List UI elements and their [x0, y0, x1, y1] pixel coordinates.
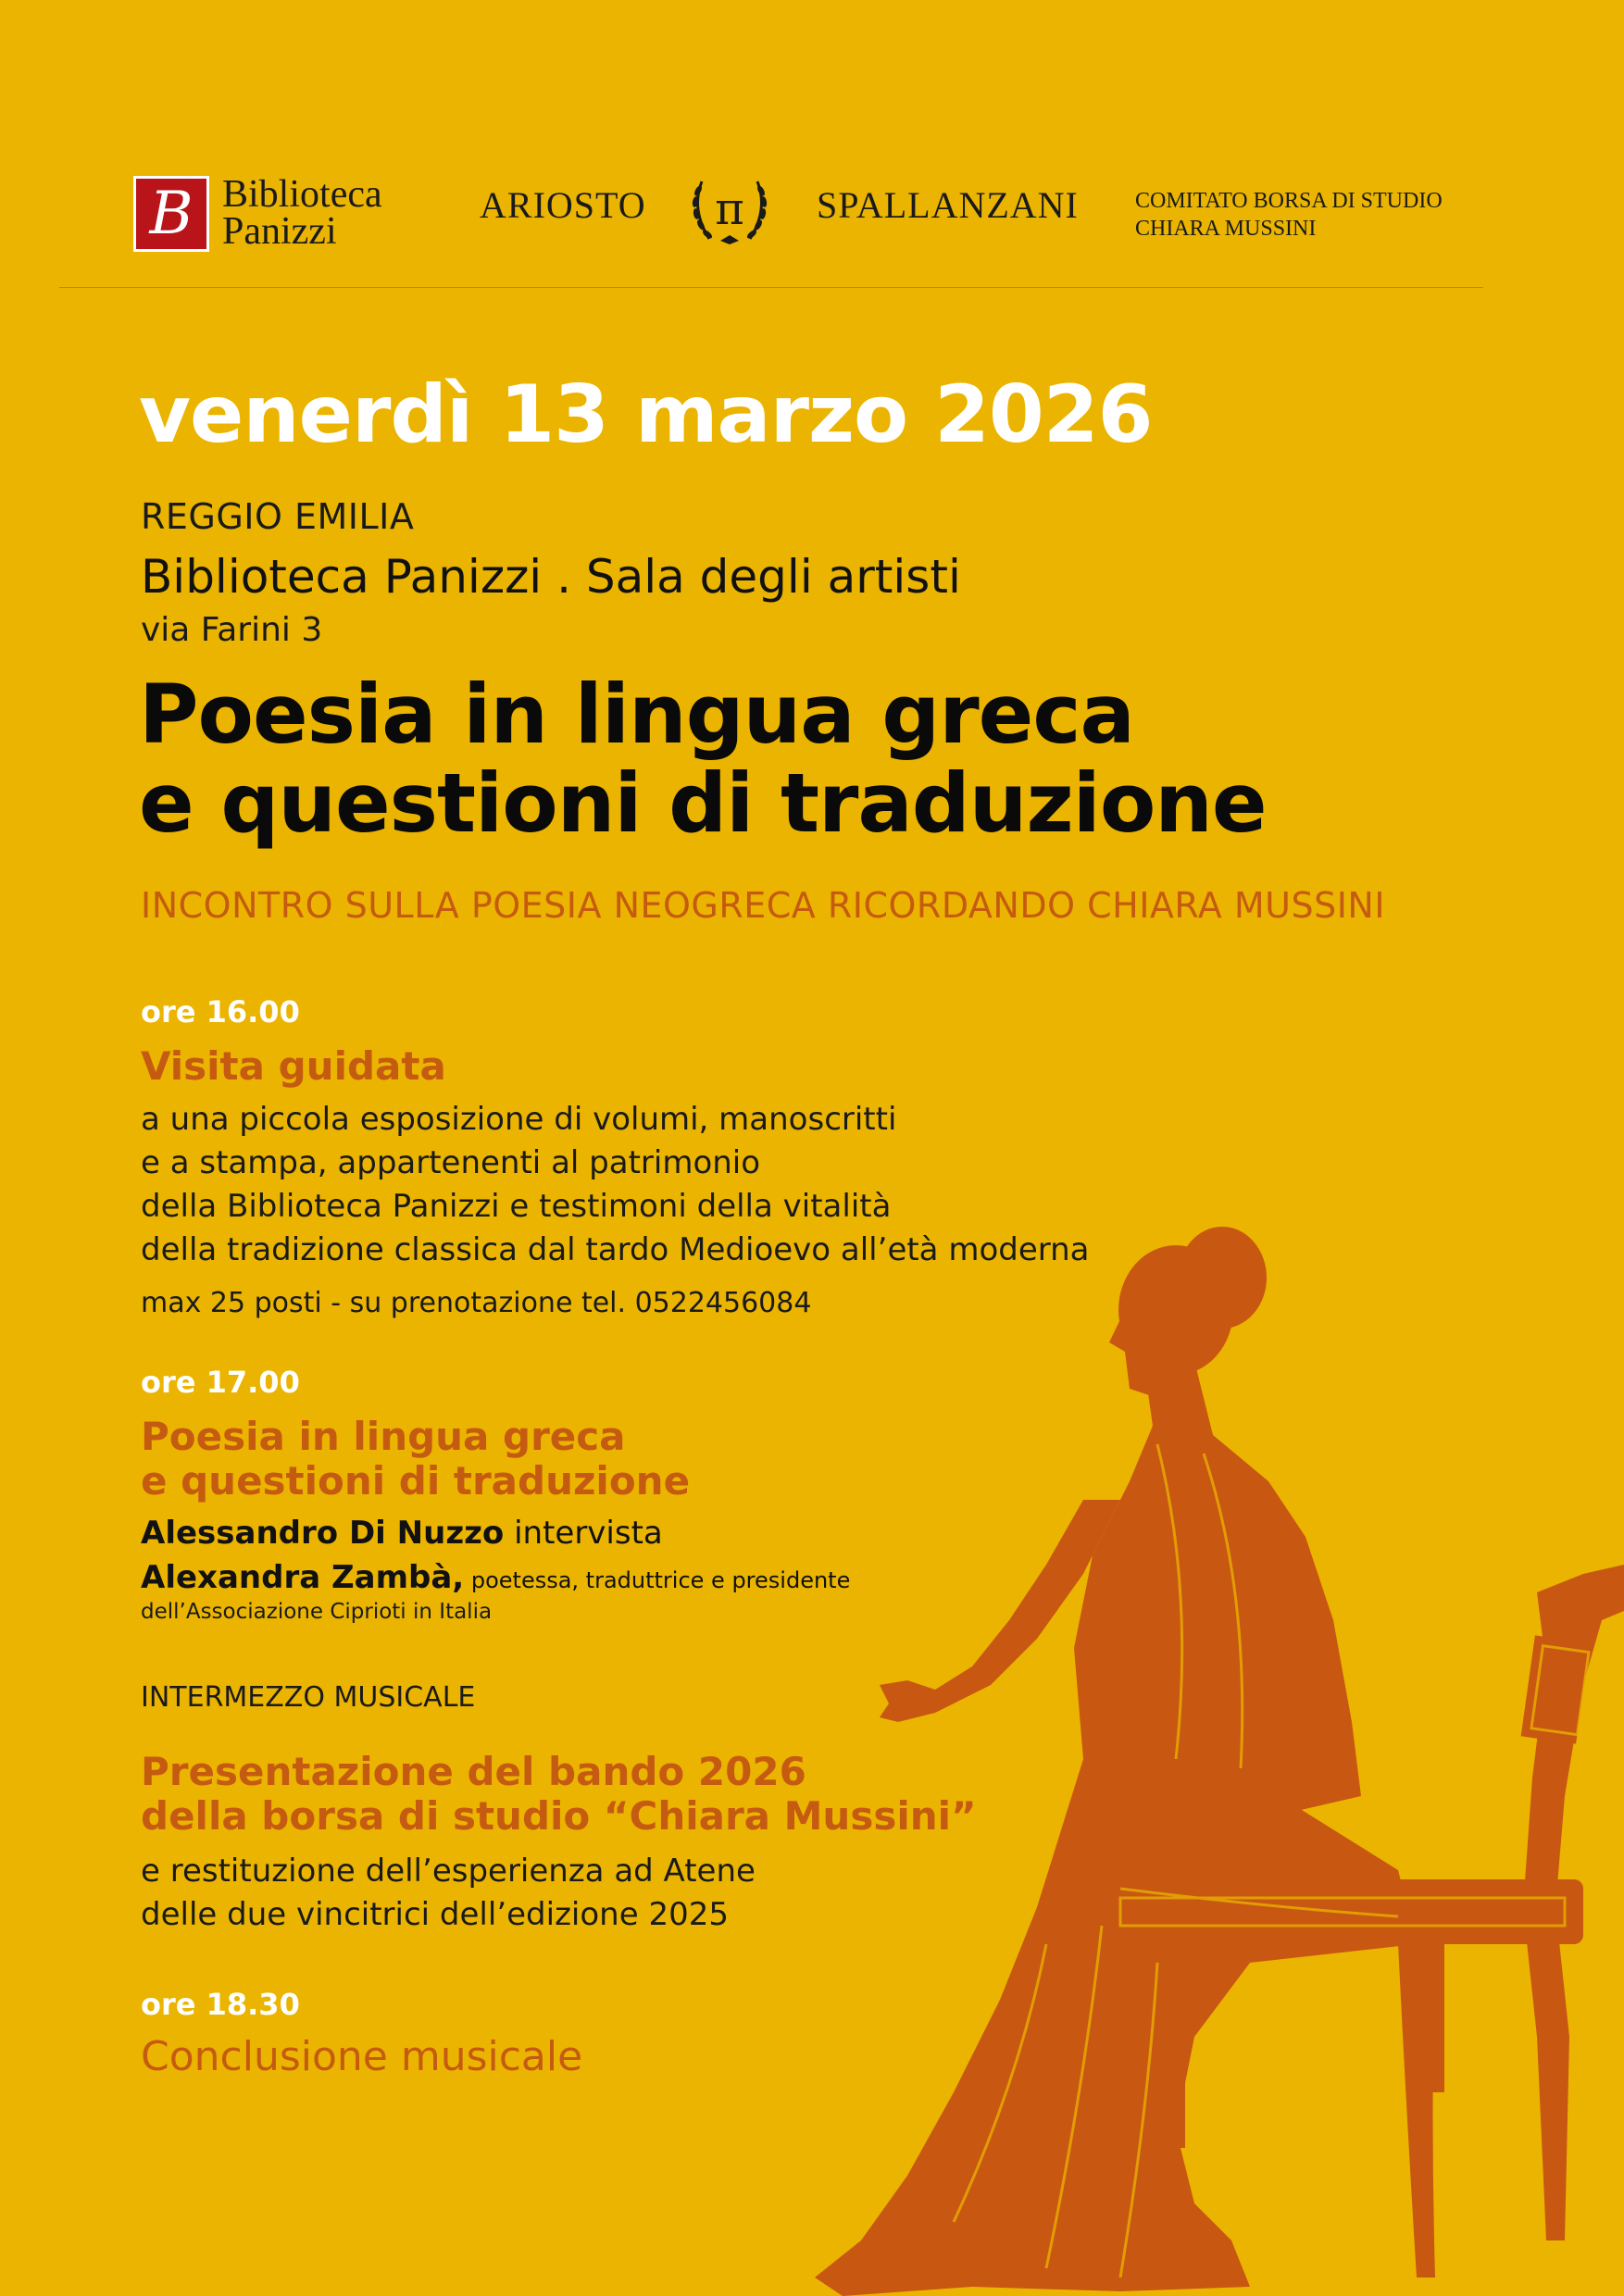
library-name-line2: Panizzi: [222, 210, 337, 253]
event-date: venerdì 13 marzo 2026: [139, 368, 1153, 461]
slot1-desc-line1: a una piccola esposizione di volumi, manoscritti: [141, 1101, 897, 1138]
slot2-time: ore 17.00: [141, 1365, 300, 1400]
library-logo: [133, 176, 209, 252]
library-name-line1: Biblioteca: [222, 173, 382, 216]
library-logo-letter: B: [149, 180, 194, 248]
presentation-heading-line1: Presentazione del bando 2026: [141, 1749, 806, 1794]
event-title: [139, 667, 1267, 851]
school-name-right: SPALLANZANI: [817, 184, 1079, 226]
slot2-heading-line2: e questioni di traduzione: [141, 1458, 691, 1504]
event-venue: Biblioteca Panizzi . Sala degli artisti: [141, 550, 961, 604]
slot1-desc-line2: e a stampa, appartenenti al patrimonio: [141, 1144, 761, 1181]
presentation-line1: e restituzione dell’esperienza ad Atene: [141, 1853, 756, 1890]
slot2-speaker1: [141, 1515, 663, 1552]
slot1-desc-line4: della tradizione classica dal tardo Medioevo all’età moderna: [141, 1231, 1090, 1268]
slot3-time: ore 18.30: [141, 1987, 300, 2022]
event-address: via Farini 3: [141, 611, 323, 649]
intermezzo-label: INTERMEZZO MUSICALE: [141, 1681, 476, 1714]
slot1-time: ore 16.00: [141, 994, 300, 1029]
event-title-line2: e questioni di traduzione: [139, 755, 1267, 851]
speaker2-role-line2: dell’Associazione Ciprioti in Italia: [141, 1600, 493, 1624]
speaker2-name: Alexandra Zambà,: [141, 1559, 465, 1596]
event-subtitle: INCONTRO SULLA POESIA NEOGRECA RICORDANDO CHIARA MUSSINI: [141, 885, 1386, 926]
presentation-heading-line2: della borsa di studio “Chiara Mussini”: [141, 1793, 977, 1839]
event-title-line1: Poesia in lingua greca: [139, 667, 1134, 762]
slot2-heading: [141, 1415, 690, 1504]
slot1-description: [141, 1098, 1090, 1272]
slot2-heading-line1: Poesia in lingua greca: [141, 1414, 626, 1459]
speaker1-name: Alessandro Di Nuzzo: [141, 1515, 505, 1552]
committee-line1: COMITATO BORSA DI STUDIO: [1135, 189, 1443, 213]
slot1-desc-line3: della Biblioteca Panizzi e testimoni della vitalità: [141, 1188, 892, 1225]
slot1-booking: max 25 posti - su prenotazione tel. 0522456084: [141, 1287, 812, 1319]
school-crest-logo: [656, 163, 804, 256]
presentation-description: [141, 1850, 756, 1937]
slot1-heading: Visita guidata: [141, 1043, 446, 1089]
header-divider: [59, 287, 1483, 288]
committee-name: [1135, 187, 1443, 243]
presentation-heading: [141, 1750, 977, 1839]
committee-line2: CHIARA MUSSINI: [1135, 217, 1317, 241]
crest-symbol: π: [715, 183, 744, 235]
slot2-speaker2: [141, 1559, 850, 1596]
event-city: REGGIO EMILIA: [141, 496, 415, 537]
slot3-heading: Conclusione musicale: [141, 2033, 583, 2080]
speaker2-role: poetessa, traduttrice e presidente: [464, 1567, 851, 1593]
library-name: [222, 173, 382, 253]
presentation-line2: delle due vincitrici dell’edizione 2025: [141, 1896, 729, 1933]
school-name-left: ARIOSTO: [480, 184, 646, 226]
speaker1-role: intervista: [504, 1515, 663, 1552]
